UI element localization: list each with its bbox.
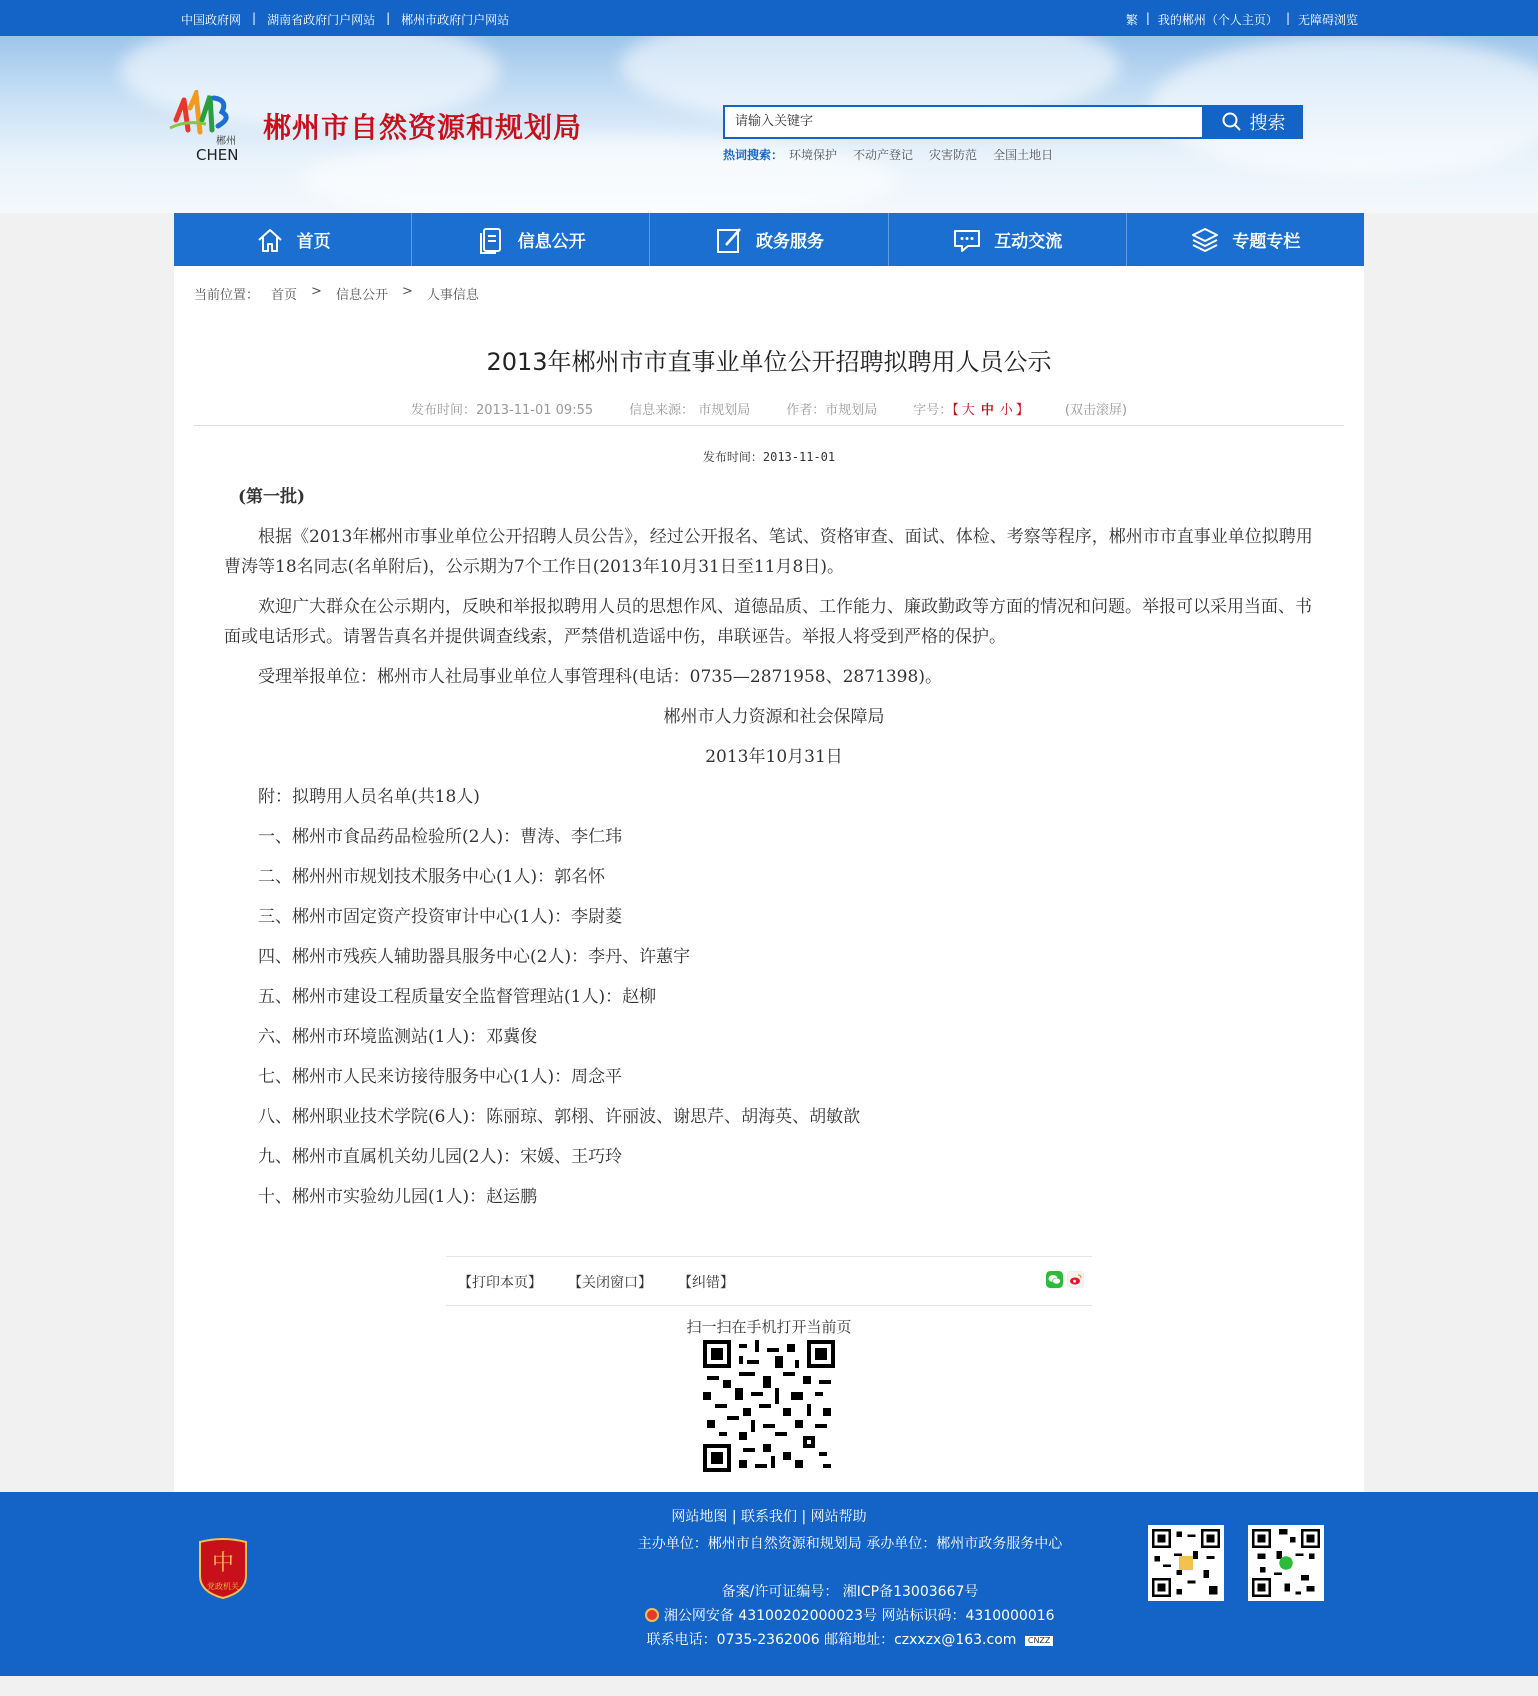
list-title: 附：拟聘用人员名单(共18人) (258, 787, 480, 807)
nav-home[interactable] (174, 213, 412, 266)
footer-contact: 联系电话：0735-2362006 邮箱地址：czxxzx@163.com CNZZ (630, 1628, 1070, 1652)
footer-host: 主办单位：郴州市自然资源和规划局 承办单位：郴州市政务服务中心 (637, 1536, 1063, 1552)
publish-time: 发布时间：2013-11-01 (702, 450, 836, 464)
document-icon (476, 225, 506, 255)
font-size-bracket-close: 】 (1015, 403, 1029, 418)
link-contact[interactable]: 联系我们 (741, 1509, 797, 1525)
list-item: 八、郴州职业技术学院(6人)：陈丽琼、郭栩、许丽波、谢思芹、胡海英、胡敏歆 (258, 1107, 861, 1127)
link-my-chenzhou[interactable]: 我的郴州（个人主页） (1157, 13, 1278, 27)
nav-info-disclosure[interactable] (412, 213, 650, 266)
search-button[interactable] (1204, 105, 1303, 139)
header (0, 36, 1538, 213)
font-size-large[interactable]: 大 (961, 403, 975, 418)
article-actions (446, 1256, 1092, 1306)
font-size-bracket-open: 【 (952, 403, 959, 418)
link-help[interactable]: 网站帮助 (810, 1509, 867, 1525)
content-panel (174, 266, 1364, 1492)
breadcrumb-separator: > (311, 284, 322, 299)
footer-links: 网站地图 | 联系我们 | 网站帮助 (671, 1509, 867, 1525)
paragraph: 受理举报单位：郴州市人社局事业单位人事管理科(电话：0735—2871958、2871398)。 (258, 667, 942, 687)
party-gov-badge-icon[interactable] (196, 1536, 250, 1600)
main-nav (174, 213, 1364, 266)
article-title: 2013年郴州市市直事业单位公开招聘拟聘用人员公示 (486, 348, 1052, 376)
cnzz-badge[interactable]: CNZZ (1025, 1636, 1054, 1646)
nav-label: 首页 (296, 232, 331, 252)
nav-label: 信息公开 (517, 232, 586, 252)
page-qr-code (703, 1340, 835, 1472)
meta-source: 信息来源： 市规划局 (629, 403, 751, 418)
font-size-control: 字号：【 大 中 小 】 (913, 403, 1029, 418)
scan-hint: 扫一扫在手机打开当前页 (686, 1318, 852, 1336)
close-window-button[interactable]: 【关闭窗口】 (568, 1275, 652, 1291)
wechat-qr-code (1148, 1525, 1224, 1601)
share-buttons (1046, 1271, 1084, 1288)
search-input[interactable]: 请输入关键字 (723, 105, 1204, 139)
font-size-medium[interactable]: 中 (980, 403, 994, 418)
home-icon (255, 225, 285, 255)
police-emblem-icon (645, 1608, 659, 1622)
footer (0, 1492, 1538, 1676)
top-bar (0, 0, 1538, 36)
breadcrumb-home[interactable]: 首页 (271, 288, 298, 303)
correct-error-button[interactable]: 【纠错】 (678, 1275, 734, 1291)
breadcrumb-personnel[interactable]: 人事信息 (426, 288, 479, 303)
search-icon (1222, 112, 1242, 132)
chat-icon (952, 225, 982, 255)
logo-cn-text: 郴州 (216, 136, 236, 147)
site-logo-icon[interactable] (166, 90, 250, 164)
weibo-icon[interactable] (1067, 1271, 1084, 1288)
edit-icon (714, 225, 744, 255)
svg-text:党政机关: 党政机关 (207, 1582, 239, 1591)
list-item: 七、郴州市人民来访接待服务中心(1人)：周念平 (258, 1067, 623, 1087)
divider (194, 425, 1344, 426)
print-button[interactable]: 【打印本页】 (458, 1275, 542, 1291)
weibo-qr-code (1248, 1525, 1324, 1601)
nav-gov-services[interactable] (650, 213, 888, 266)
hot-word[interactable]: 灾害防范 (929, 148, 978, 162)
nav-label: 政务服务 (756, 232, 824, 252)
bottom-strip (0, 1676, 1538, 1696)
search-button-label: 搜索 (1249, 113, 1286, 134)
list-item: 五、郴州市建设工程质量安全监督管理站(1人)：赵柳 (258, 987, 657, 1007)
link-gov-cn[interactable]: 中国政府网 (181, 13, 242, 27)
breadcrumb-separator: > (401, 284, 413, 299)
logo-en-text: CHEN (196, 146, 239, 164)
article-body (224, 482, 1324, 1222)
paragraph: 欢迎广大群众在公示期内，反映和举报拟聘用人员的思想作风、道德品质、工作能力、廉政勤政等方面的情况和问题。举报可以采用当面、书面或电话形式。请署告真名并提供调查线索，严禁借机造谣中伤，串联诬告。举报人将受到严格的保护。 (224, 597, 1312, 647)
hot-search-label: 热词搜索： (723, 148, 784, 162)
list-item: 四、郴州市残疾人辅助器具服务中心(2人)：李丹、许蕙宇 (258, 947, 691, 967)
hot-word[interactable]: 全国土地日 (993, 148, 1054, 162)
breadcrumb-info[interactable]: 信息公开 (335, 288, 388, 303)
nav-interaction[interactable] (889, 213, 1127, 266)
article-meta (174, 399, 1364, 418)
nav-label: 互动交流 (994, 232, 1063, 252)
hot-word[interactable]: 环境保护 (789, 148, 838, 162)
link-hunan-gov[interactable]: 湖南省政府门户网站 (267, 13, 376, 27)
nav-label: 专题专栏 (1232, 232, 1301, 252)
hot-search (723, 146, 1053, 163)
footer-police: 湘公网安备 43100202000023号 网站标识码：4310000016 (630, 1604, 1070, 1628)
batch-label: (第一批) (238, 487, 306, 507)
list-item: 十、郴州市实验幼儿园(1人)：赵运鹏 (258, 1187, 538, 1207)
list-item: 九、郴州市直属机关幼儿园(2人)：宋媛、王巧玲 (258, 1147, 623, 1167)
meta-time: 发布时间：2013-11-01 09:55 (410, 403, 594, 418)
link-traditional[interactable]: 繁 (1125, 13, 1138, 27)
meta-author: 作者：市规划局 (786, 403, 878, 418)
footer-icp: 备案/许可证编号： 湘ICP备13003667号 (721, 1584, 979, 1600)
list-item: 一、郴州市食品药品检验所(2人)：曹涛、李仁玮 (258, 827, 623, 847)
breadcrumb-label: 当前位置： (194, 288, 260, 303)
signature-date: 2013年10月31日 (705, 747, 843, 767)
nav-special-topics[interactable] (1127, 213, 1364, 266)
wechat-icon[interactable] (1046, 1271, 1063, 1288)
link-accessibility[interactable]: 无障碍浏览 (1297, 13, 1358, 27)
site-title[interactable]: 郴州市自然资源和规划局 (263, 112, 583, 143)
top-right-links: 繁 | 我的郴州（个人主页） | 无障碍浏览 (1125, 11, 1358, 27)
link-chenzhou-gov[interactable]: 郴州市政府门户网站 (401, 13, 510, 27)
layers-icon (1190, 225, 1220, 255)
font-size-small[interactable]: 小 (999, 403, 1013, 418)
link-sitemap[interactable]: 网站地图 (671, 1509, 728, 1525)
list-item: 六、郴州市环境监测站(1人)：邓冀俊 (258, 1027, 538, 1047)
list-item: 三、郴州市固定资产投资审计中心(1人)：李尉菱 (258, 907, 623, 927)
list-item: 二、郴州州市规划技术服务中心(1人)：郭名怀 (258, 867, 606, 887)
paragraph: 根据《2013年郴州市事业单位公开招聘人员公告》，经过公开报名、笔试、资格审查、面试、体检、考察等程序，郴州市市直事业单位拟聘用曹涛等18名同志(名单附后)，公示期为7个工作日(2013年10月31日至11月8日)。 (224, 527, 1313, 577)
hot-word[interactable]: 不动产登记 (853, 148, 914, 162)
breadcrumb (194, 284, 479, 303)
scroll-hint[interactable]: (双击滚屏) (1064, 403, 1128, 418)
signature: 郴州市人力资源和社会保障局 (663, 707, 885, 727)
svg-text:中: 中 (211, 1551, 235, 1576)
top-left-links: 中国政府网 | 湖南省政府门户网站 | 郴州市政府门户网站 (181, 11, 510, 27)
